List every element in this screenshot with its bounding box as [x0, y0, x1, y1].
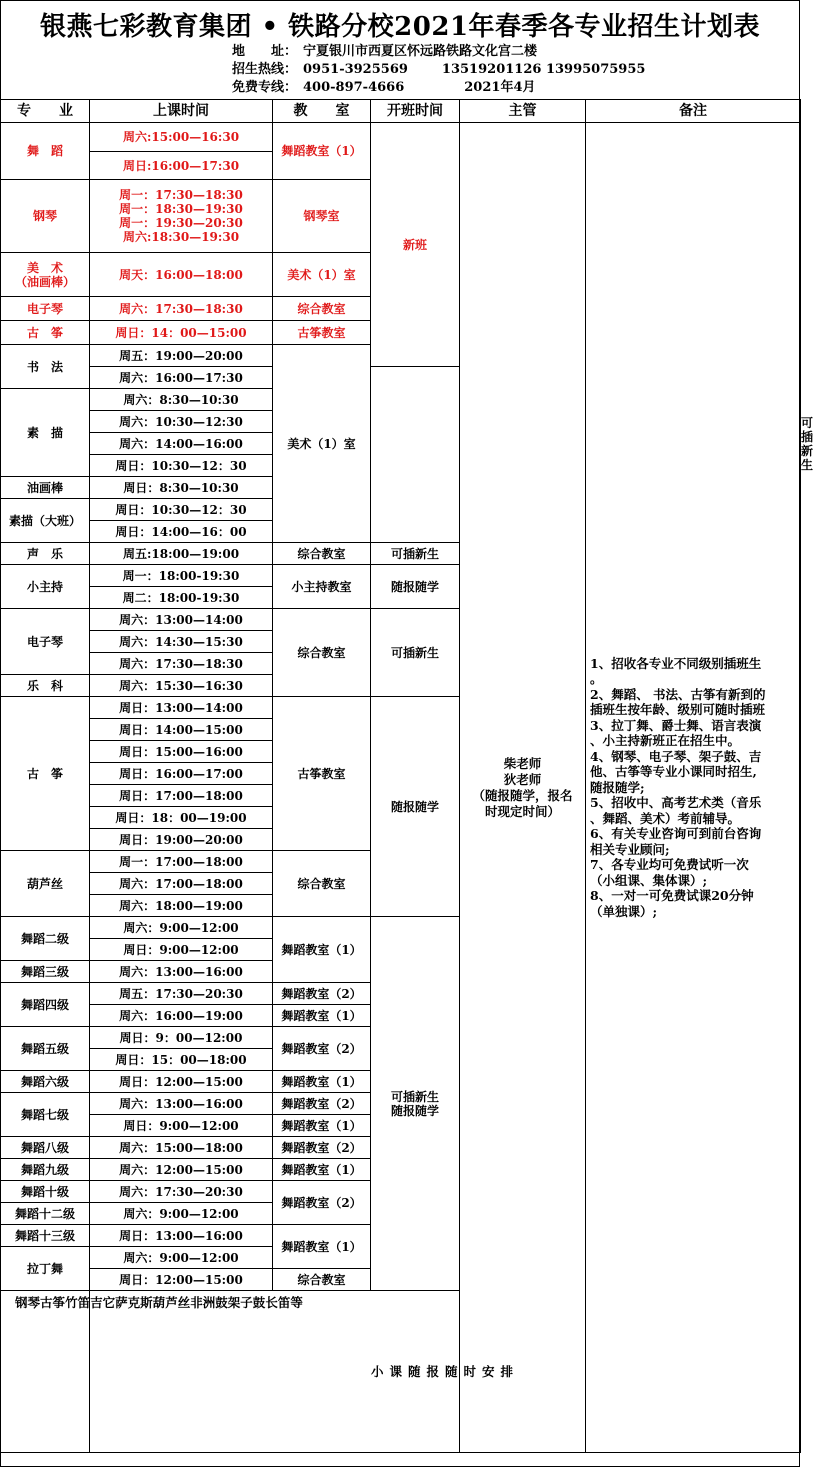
major-hulusi: 葫芦丝	[1, 851, 90, 917]
col-manager: 主管	[460, 100, 586, 123]
address-value: 宁夏银川市西夏区怀远路铁路文化宫二楼	[303, 44, 538, 59]
time-cell: 周日：14:00—16：00	[90, 521, 273, 543]
note-line: 3、拉丁舞、爵士舞、语言表演	[590, 717, 762, 733]
open-cell: 可插新生	[371, 543, 460, 565]
room-cell: 舞蹈教室（2）	[273, 1181, 371, 1225]
small-class-note: 小课随报随时安排	[90, 1291, 801, 1453]
hotline-number-2: 13519201126 13995075955	[441, 62, 646, 77]
major-art	[1, 253, 90, 297]
page-header	[0, 0, 800, 98]
time-cell: 周六：15:30—16:30	[90, 675, 273, 697]
room-cell: 舞蹈教室（2）	[273, 1027, 371, 1071]
manager-line-3: （随报随学，报名	[472, 787, 573, 803]
col-major: 专 业	[1, 100, 90, 123]
free-label: 免费专线：	[232, 80, 298, 95]
room-cell: 综合教室	[273, 297, 371, 321]
open-line-1: 可插新生	[390, 1089, 439, 1104]
time-cell	[90, 180, 273, 253]
room-cell: 美术（1）室	[273, 345, 371, 543]
time-cell: 周六：18:00—19:00	[90, 895, 273, 917]
time-cell: 周六：16:00—19:00	[90, 1005, 273, 1027]
time-cell: 周六：16:00—17:30	[90, 367, 273, 389]
col-notes: 备注	[586, 100, 801, 123]
note-line: 、舞蹈、美术）考前辅导。	[590, 810, 741, 826]
major-guzheng-group: 古 筝	[1, 697, 90, 851]
open-cell: 可插新生	[371, 609, 460, 697]
room-cell: 舞蹈教室（1）	[273, 1159, 371, 1181]
room-cell: 综合教室	[273, 609, 371, 697]
time-cell: 周六：14:00—16:00	[90, 433, 273, 455]
room-cell: 舞蹈教室（1）	[273, 123, 371, 180]
time-cell: 周二：18:00-19:30	[90, 587, 273, 609]
col-start: 开班时间	[371, 100, 460, 123]
time-cell: 周日：17:00—18:00	[90, 785, 273, 807]
room-cell: 舞蹈教室（2）	[273, 983, 371, 1005]
instrument-list	[1, 1291, 303, 1453]
major-dance-l10: 舞蹈十级	[1, 1181, 90, 1203]
time-cell: 周六:15:00—16:30	[90, 123, 273, 152]
room-cell: 综合教室	[273, 851, 371, 917]
note-line: 7、各专业均可免费试听一次	[590, 857, 749, 873]
note-line: （单独课）;	[590, 903, 658, 919]
time-cell: 周六：17:00—18:00	[90, 873, 273, 895]
major-dance-l6: 舞蹈六级	[1, 1071, 90, 1093]
major-guzheng: 古 筝	[1, 321, 90, 345]
major-vocal: 声 乐	[1, 543, 90, 565]
major-dance-l4: 舞蹈四级	[1, 983, 90, 1027]
free-number: 400-897-4666	[303, 80, 405, 95]
time-cell: 周六：13:00—16:00	[90, 1093, 273, 1115]
time-cell: 周日：15：00—18:00	[90, 1049, 273, 1071]
time-cell: 周六：8:30—10:30	[90, 389, 273, 411]
time-cell: 周五：17:30—20:30	[90, 983, 273, 1005]
manager-line-1: 柴老师	[503, 755, 542, 771]
time-cell: 周日：9:00—12:00	[90, 1115, 273, 1137]
time-cell: 周五：19:00—20:00	[90, 345, 273, 367]
instrument-item: 钢 琴	[15, 1295, 41, 1310]
manager-line-4: 时现定时间）	[484, 803, 560, 819]
major-dance-l2: 舞蹈二级	[1, 917, 90, 961]
hotline-line	[232, 58, 645, 77]
address-line	[232, 40, 537, 59]
room-cell: 小主持教室	[273, 565, 371, 609]
major-ekb: 电子琴	[1, 297, 90, 321]
time-cell: 周六：17:30—18:30	[90, 297, 273, 321]
time-cell: 周天：16:00—18:00	[90, 253, 273, 297]
note-line: 1、招收各专业不同级别插班生	[590, 655, 762, 671]
note-line: 6、有关专业咨询可到前台咨询	[590, 826, 762, 842]
time-line: 周一：17:30—18:30	[119, 188, 243, 202]
time-cell: 周六：14:30—15:30	[90, 631, 273, 653]
open-new-class: 新班	[371, 123, 460, 367]
major-host: 小主持	[1, 565, 90, 609]
room-cell: 舞蹈教室（1）	[273, 1071, 371, 1093]
time-cell: 周一：17:00—18:00	[90, 851, 273, 873]
major-piano: 钢琴	[1, 180, 90, 253]
instrument-item: 架 子 鼓	[227, 1295, 266, 1310]
open-line-2: 随报随学	[390, 1103, 439, 1118]
room-cell: 舞蹈教室（1）	[273, 1005, 371, 1027]
time-cell: 周六：13:00—14:00	[90, 609, 273, 631]
open-cell: 随报随学	[371, 697, 460, 917]
time-cell: 周日：10:30—12：30	[90, 455, 273, 477]
note-line: 插班生按年龄、级别可随时插班	[590, 702, 766, 718]
room-cell: 古筝教室	[273, 697, 371, 851]
major-dance-l3: 舞蹈三级	[1, 961, 90, 983]
note-line: （小组课、集体课）;	[590, 872, 708, 888]
instrument-item: 长 笛 等	[265, 1295, 303, 1310]
major-ekb-group: 电子琴	[1, 609, 90, 675]
manager-cell	[460, 123, 586, 1453]
time-cell: 周日：15:00—16:00	[90, 741, 273, 763]
time-cell: 周日：12:00—15:00	[90, 1071, 273, 1093]
col-time: 上课时间	[90, 100, 273, 123]
time-cell: 周日：13:00—16:00	[90, 1225, 273, 1247]
major-sketch: 素 描	[1, 389, 90, 477]
room-cell: 舞蹈教室（1）	[273, 1115, 371, 1137]
room-cell: 舞蹈教室（1）	[273, 1225, 371, 1269]
time-cell: 周日：14:00—15:00	[90, 719, 273, 741]
page-title: 银燕七彩教育集团 • 铁路分校2021年春季各专业招生计划表	[39, 12, 761, 42]
note-line: 8、一对一可免费试课20分钟	[590, 888, 754, 904]
major-dance: 舞 蹈	[1, 123, 90, 180]
major-dance-l12: 舞蹈十二级	[1, 1203, 90, 1225]
instrument-item: 萨 克 斯	[115, 1295, 153, 1310]
time-line: 周六:18:30—19:30	[122, 230, 240, 244]
note-line: 2、舞蹈、 书法、古筝有新到的	[590, 686, 766, 702]
instrument-item: 葫 芦 丝	[152, 1295, 191, 1310]
major-oilstick: 油画棒	[1, 477, 90, 499]
time-cell: 周六：9:00—12:00	[90, 917, 273, 939]
room-cell: 钢琴室	[273, 180, 371, 253]
time-cell: 周日：19:00—20:00	[90, 829, 273, 851]
time-cell: 周日：9:00—12:00	[90, 939, 273, 961]
major-theory: 乐 科	[1, 675, 90, 697]
time-cell: 周六：13:00—16:00	[90, 961, 273, 983]
instrument-item: 吉 它	[90, 1295, 116, 1310]
major-latin: 拉丁舞	[1, 1247, 90, 1291]
time-line: 周一：19:30—20:30	[119, 216, 243, 230]
major-dance-l7: 舞蹈七级	[1, 1093, 90, 1137]
open-cell	[371, 917, 460, 1291]
major-sketch-big: 素描（大班）	[1, 499, 90, 543]
table-header-row	[1, 100, 801, 123]
major-dance-l8: 舞蹈八级	[1, 1137, 90, 1159]
time-cell: 周一：18:00-19:30	[90, 565, 273, 587]
major-art-line: 美 术	[26, 260, 63, 275]
room-cell: 舞蹈教室（2）	[273, 1093, 371, 1115]
address-label: 地 址：	[232, 44, 298, 59]
room-cell: 综合教室	[273, 543, 371, 565]
major-dance-l9: 舞蹈九级	[1, 1159, 90, 1181]
open-cell: 随报随学	[371, 565, 460, 609]
note-line: 5、招收中、高考艺术类（音乐	[590, 795, 762, 811]
note-line: 、小主持新班正在招生中。	[590, 733, 741, 749]
free-line	[232, 76, 536, 95]
room-cell: 舞蹈教室（2）	[273, 1137, 371, 1159]
major-calligraphy: 书 法	[1, 345, 90, 389]
col-room: 教 室	[273, 100, 371, 123]
instrument-item: 古 筝	[40, 1295, 66, 1310]
instrument-item: 竹 笛	[65, 1295, 91, 1310]
time-cell: 周六：9:00—12:00	[90, 1203, 273, 1225]
hotline-label: 招生热线：	[232, 62, 298, 77]
room-cell: 综合教室	[273, 1269, 371, 1291]
date-label: 2021年4月	[464, 80, 536, 95]
schedule-table: 专 业 上课时间 教 室 开班时间 主管 备注 舞 蹈 周六:15:00—16:30 舞蹈教室（1） 新班 柴老师 狄老师 （随报随学，报名 时现定时间） 1、招收各专业不同级别插班生 。 2、舞蹈、 书法、古筝有新到的 插班生按年龄、级别可随时插班 3、拉丁舞、爵士舞、语言表演 、小主持新班正在招生中。 4、钢琴、电子琴、架子鼓、吉 他、古筝等专业小课同时招生, 随报随学; 5、招收中、高考艺术类（音乐 、舞蹈、美术）考前辅导。 6、有关专业咨询可到前台咨询 相关专业顾问; 7、各专业均可免费试听一次 （小组课、集体课）; 8、一对一可免费试课20分钟 （单独课）; 周日:16:00—17:30 钢琴 周一：17:30—18:30 周一：18:30—19:30 周一：19:30—20:30 周六:18:30—19:30 钢琴室 美 术 （油画棒） 周天：16:00—18:00 美术（1）室 电子琴 周六：17:30—18:30 综合教室 古 筝 周日：14：00—15:00 古筝教室 书 法 周五：19:00—20:00 美术（1）室 可插新生 周六：16:00—17:30 素 描 周六：8:30—10:30 周六：10:30—12:30 周六：14:00—16:00 周日：10:30—12：30 油画棒 周日：8:30—10:30 素描（大班） 周日：10:30—12：30 周日：14:00—16：00 声 乐 周五:18:00—19:00 综合教室 可插新生 小主持 周一：18:00-19:30 小主持教室 随报随学 周二：18:00-19:30 电子琴 周六：13:00—14:00 综合教室 可插新生 周六：14:30—15:30 周六：17:30—18:30 乐 科 周六：15:30—16:30 古 筝 周日：13:00—14:00 古筝教室 随报随学 周日：14:00—15:00 周日：15:00—16:00 周日：16:00—17:00 周日：17:00—18:00 周日：18：00—19:00 周日：19:00—20:00 葫芦丝 周一：17:00—18:00 综合教室 周六：17:00—18:00 周六：18:00—19:00 舞蹈二级 周六：9:00—12:00 舞蹈教室（1） 可插新生 随报随学 周日：9:00—12:00 舞蹈三级 周六：13:00—16:00 舞蹈四级 周五：17:30—20:30 舞蹈教室（2） 周六：16:00—19:00 舞蹈教室（1） 舞蹈五级 周日：9：00—12:00 舞蹈教室（2） 周日：15：00—18:00 舞蹈六级 周日：12:00—15:00 舞蹈教室（1） 舞蹈七级 周六：13:00—16:00 舞蹈教室（2） 周日：9:00—12:00 舞蹈教室（1） 舞蹈八级 周六：15:00—18:00 舞蹈教室（2） 舞蹈九级 周六：12:00—15:00 舞蹈教室（1） 舞蹈十级 周六：17:30—20:30 舞蹈教室（2） 舞蹈十二级 周六：9:00—12:00 舞蹈十三级 周日：13:00—16:00 舞蹈教室（1） 拉丁舞 周六：9:00—12:00 周日：12:00—15:00 综合教室 钢 琴 古 筝 竹 笛 吉 它 萨 克 斯 葫 芦 丝 非 洲 鼓 架 子 鼓 长 笛 等 小课随报随时安排	[0, 99, 801, 1453]
room-cell: 美术（1）室	[273, 253, 371, 297]
time-cell: 周日：12:00—15:00	[90, 1269, 273, 1291]
time-cell: 周日：8:30—10:30	[90, 477, 273, 499]
time-cell: 周日：14：00—15:00	[90, 321, 273, 345]
time-cell: 周日：9：00—12:00	[90, 1027, 273, 1049]
time-cell: 周六：15:00—18:00	[90, 1137, 273, 1159]
time-cell: 周六：9:00—12:00	[90, 1247, 273, 1269]
major-dance-l5: 舞蹈五级	[1, 1027, 90, 1071]
notes-cell	[586, 123, 801, 1453]
note-line: 4、钢琴、电子琴、架子鼓、吉	[590, 748, 762, 764]
note-line: 相关专业顾问;	[590, 841, 670, 857]
note-line: 他、古筝等专业小课同时招生,	[590, 764, 757, 780]
time-cell: 周日：13:00—14:00	[90, 697, 273, 719]
note-line: 随报随学;	[590, 779, 645, 795]
time-cell: 周日：18：00—19:00	[90, 807, 273, 829]
instrument-item: 非 洲 鼓	[190, 1295, 228, 1310]
note-line: 。	[590, 671, 603, 687]
hotline-number-1: 0951-3925569	[303, 62, 408, 77]
major-art-sub: （油画棒）	[14, 274, 75, 289]
time-cell: 周六：17:30—18:30	[90, 653, 273, 675]
time-cell: 周六：10:30—12:30	[90, 411, 273, 433]
room-cell: 舞蹈教室（1）	[273, 917, 371, 983]
time-line: 周一：18:30—19:30	[119, 202, 243, 216]
time-cell: 周日:16:00—17:30	[90, 152, 273, 180]
time-cell: 周五:18:00—19:00	[90, 543, 273, 565]
manager-line-2: 狄老师	[503, 771, 542, 787]
time-cell: 周六：17:30—20:30	[90, 1181, 273, 1203]
room-cell: 古筝教室	[273, 321, 371, 345]
time-cell: 周日：10:30—12：30	[90, 499, 273, 521]
notes-list	[590, 656, 798, 920]
major-dance-l13: 舞蹈十三级	[1, 1225, 90, 1247]
time-cell: 周日：16:00—17:00	[90, 763, 273, 785]
time-cell: 周六：12:00—15:00	[90, 1159, 273, 1181]
